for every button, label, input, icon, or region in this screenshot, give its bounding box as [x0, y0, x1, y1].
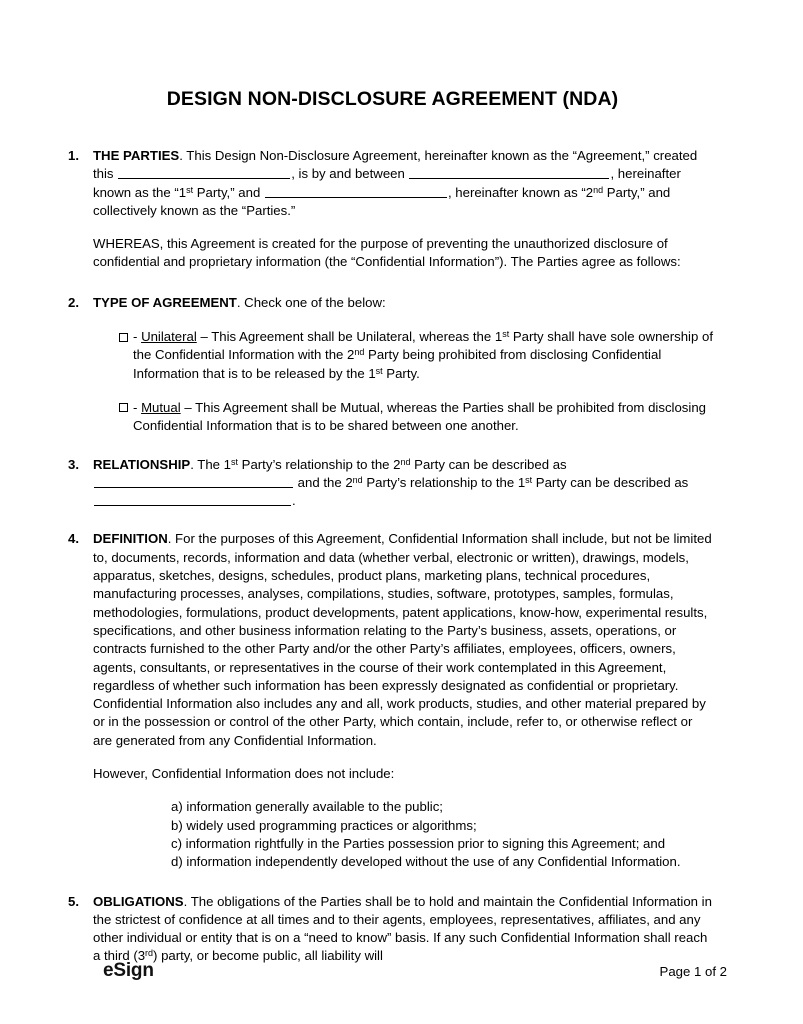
ordinal-suffix: rd	[145, 948, 154, 959]
option-text-1: – This Agreement shall be Mutual, whereas the Parties shall be prohibited from disclosing Confidential Information that is to be shared between one another.	[133, 399, 706, 434]
clause-text-6: Party,” and collectively known as the “Parties.”	[93, 184, 671, 218]
ordinal-suffix: nd	[354, 347, 365, 358]
option-mutual-text	[133, 399, 713, 436]
list-item: d) information independently developed without the use of any Confidential Information.	[171, 854, 681, 870]
ordinal-suffix: nd	[352, 475, 363, 486]
checkbox-mutual-icon[interactable]	[119, 403, 128, 412]
clause-the-parties	[68, 147, 713, 272]
page-number: Page 1 of 2	[659, 963, 727, 979]
clause-obligations	[68, 893, 713, 966]
option-dash: -	[133, 399, 142, 415]
clause-content	[93, 294, 713, 436]
clause-type-of-agreement	[68, 294, 713, 436]
ordinal-suffix: nd	[400, 456, 411, 467]
clause-text-7: .	[292, 493, 296, 509]
clause-heading: THE PARTIES	[93, 148, 180, 163]
option-dash: -	[133, 329, 142, 345]
clause-paragraph	[93, 456, 713, 511]
clause-text-1: . The obligations of the Parties shall be to hold and maintain the Confidential Information in the strictest of confidence at all times and to their agents, employees, representatives, affiliates, and any other individual or entity that is on a “need to know” basis. If any such Confidential Information shall reach a third (3	[93, 893, 712, 964]
ordinal-suffix: st	[525, 475, 533, 486]
checkbox-unilateral-icon[interactable]	[119, 333, 128, 342]
option-unilateral[interactable]	[119, 328, 713, 383]
option-label: Mutual	[141, 399, 181, 415]
option-text-3: Party being prohibited from disclosing Confidential Information that is to be released by the 1	[133, 347, 662, 381]
clause-text-5: , hereinafter known as “2	[447, 184, 594, 200]
ordinal-suffix: st	[186, 184, 194, 195]
ordinal-suffix: st	[375, 365, 383, 376]
option-label: Unilateral	[141, 329, 197, 345]
clause-definition	[68, 530, 713, 871]
option-text-1: – This Agreement shall be Unilateral, whereas the 1	[196, 329, 503, 345]
fill-in-blank-date[interactable]	[118, 166, 290, 179]
clause-number: 2.	[68, 294, 79, 310]
clause-text-2: Party’s relationship to the 2	[238, 456, 401, 472]
agreement-type-options	[93, 328, 713, 435]
clause-content	[93, 456, 713, 511]
clause-paragraph	[93, 294, 713, 312]
clause-text-3: , hereinafter known as the “1	[93, 166, 681, 200]
clause-text-2: ) party, or become public, all liability will	[153, 948, 383, 964]
clause-text-6: Party can be described as	[532, 474, 689, 490]
clause-text-1: . The 1	[190, 456, 232, 472]
ordinal-suffix: st	[502, 329, 510, 340]
clause-heading: OBLIGATIONS	[93, 893, 184, 909]
clause-content	[93, 147, 713, 272]
fill-in-blank-relationship-two[interactable]	[94, 493, 291, 506]
clause-paragraph	[93, 530, 713, 750]
ordinal-suffix: st	[231, 456, 238, 467]
document-body	[68, 88, 713, 980]
clause-number: 4.	[68, 531, 79, 547]
clause-relationship	[68, 456, 713, 511]
clause-number: 3.	[68, 456, 79, 472]
fill-in-blank-relationship-one[interactable]	[94, 475, 293, 488]
whereas-paragraph: WHEREAS, this Agreement is created for the purpose of preventing the unauthorized disclosure of confidential and proprietary information (the “Confidential Information”). The Parties agree as follows:	[93, 236, 681, 270]
page-footer	[68, 958, 735, 984]
ordinal-suffix: nd	[593, 184, 604, 195]
clause-text-1: . For the purposes of this Agreement, Confidential Information shall include, but not be limited to, documents, records, information and data (whether verbal, electronic or written), drawings, models, apparatus, sketches, designs, schedules, product plans, marketing plans, technical procedures, manufacturing processes, analyses, compilations, studies, software, prototypes, samples, formulas, methodologies, formulations, product developments, patent applications, know-how, experimental results, specifications, and other business information relating to the Party’s business, assets, operations, or contracts furnished to the other Party and/or the other Party’s affiliates, employees, officers, owners, agents, consultants, or representatives in the course of their work contemplated in this Agreement, regardless of whether such information has been expressly designated as confidential or proprietary. Confidential Information also includes any and all, work products, studies, and other material prepared by or in the possession or control of the other Party, which contain, include, refer to, or otherwise reflect or are generated from any Confidential Information.	[93, 531, 712, 748]
clause-content	[93, 893, 713, 966]
clause-number: 5.	[68, 893, 79, 909]
option-unilateral-text	[133, 328, 713, 383]
clause-text-3: Party can be described as	[410, 456, 567, 472]
list-item: c) information rightfully in the Parties possession prior to signing this Agreement; and	[171, 835, 666, 851]
clause-text-5: Party’s relationship to the 1	[362, 474, 526, 490]
list-item: b) widely used programming practices or algorithms;	[171, 817, 477, 833]
esign-logo: eSign	[103, 960, 154, 981]
exclusions-list	[171, 798, 713, 871]
clause-content	[93, 530, 713, 871]
clause-text-1: . This Design Non-Disclosure Agreement, hereinafter known as the “Agreement,” created this	[93, 148, 698, 182]
clause-text-1: . Check one of the below:	[236, 294, 386, 310]
option-text-2: Party shall have sole ownership of the Confidential Information with the 2	[133, 329, 713, 363]
fill-in-blank-party-two[interactable]	[265, 185, 447, 198]
clause-text-4: Party,” and	[193, 184, 264, 200]
list-item: a) information generally available to the public;	[171, 799, 443, 815]
fill-in-blank-party-one[interactable]	[409, 166, 609, 179]
clause-text-2: , is by and between	[291, 166, 409, 182]
option-mutual[interactable]	[119, 399, 713, 436]
clause-paragraph	[93, 893, 713, 966]
clause-paragraph	[93, 147, 713, 220]
clause-heading: TYPE OF AGREEMENT	[93, 294, 237, 310]
page-title: DESIGN NON-DISCLOSURE AGREEMENT (NDA)	[166, 88, 619, 110]
clause-heading: RELATIONSHIP	[93, 456, 191, 472]
clause-text-4: and the 2	[294, 474, 353, 490]
clause-number: 1.	[68, 148, 79, 163]
option-text-4: Party.	[382, 365, 420, 381]
clause-heading: DEFINITION	[93, 531, 168, 547]
however-paragraph: However, Confidential Information does not include:	[93, 766, 395, 782]
